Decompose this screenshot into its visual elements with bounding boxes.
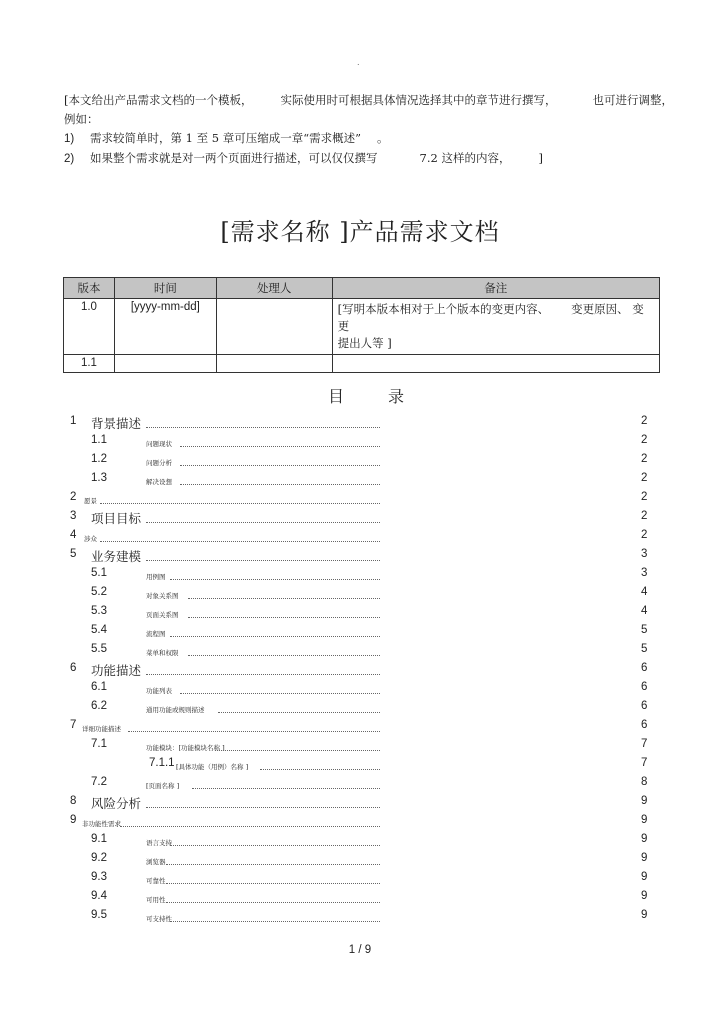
toc-entry-number: 6 — [70, 662, 77, 674]
notes-text: 提出人等 ] — [337, 336, 392, 350]
toc-dot-leader — [146, 674, 380, 675]
toc-entry-page: 2 — [641, 491, 648, 503]
toc-entry-title: 愿景 — [84, 497, 97, 505]
toc-entry-number: 1.2 — [91, 453, 107, 465]
cell-version: 1.1 — [64, 355, 115, 373]
toc-entry-page: 4 — [641, 605, 648, 617]
toc-dot-leader — [100, 541, 380, 542]
toc-dot-leader — [188, 598, 380, 599]
toc-entry[interactable] — [0, 509, 720, 528]
toc-entry-title: [具体功能（用例）名称 ] — [176, 763, 249, 771]
header-notes: 备注 — [332, 278, 659, 299]
toc-dot-leader — [166, 883, 380, 884]
notes-text: [写明本版本相对于上个版本的变更内容、 — [337, 302, 550, 316]
toc-dot-leader — [260, 769, 380, 770]
item-number: 1) — [64, 133, 75, 145]
toc-entry-title: 功能模块：[功能模块名称 ] — [146, 744, 225, 752]
toc-dot-leader — [188, 655, 380, 656]
toc-dot-leader — [215, 750, 380, 751]
toc-entry-number: 6.1 — [91, 681, 107, 693]
toc-entry[interactable] — [0, 623, 720, 642]
toc-entry-number: 2 — [70, 491, 77, 503]
toc-dot-leader — [166, 902, 380, 903]
toc-dot-leader — [180, 446, 380, 447]
toc-dot-leader — [180, 693, 380, 694]
toc-entry-number: 6.2 — [91, 700, 107, 712]
toc-entry-page: 8 — [641, 776, 648, 788]
toc-entry[interactable] — [0, 756, 720, 775]
toc-dot-leader — [146, 522, 380, 523]
toc-entry-page: 7 — [641, 738, 648, 750]
toc-entry-title: 问题现状 — [146, 440, 172, 448]
toc-entry[interactable] — [0, 452, 720, 471]
toc-entry-page: 6 — [641, 719, 648, 731]
toc-entry-title: 问题分析 — [146, 459, 172, 467]
toc-entry-number: 9 — [70, 814, 77, 826]
toc-entry[interactable] — [0, 433, 720, 452]
toc-entry[interactable] — [0, 699, 720, 718]
toc-entry-title: 可支持性 — [146, 915, 172, 923]
toc-entry[interactable] — [0, 889, 720, 908]
toc-entry-page: 2 — [641, 415, 648, 427]
toc-entry-page: 9 — [641, 909, 648, 921]
toc-dot-leader — [120, 826, 380, 827]
toc-dot-leader — [100, 503, 380, 504]
toc-entry-number: 3 — [70, 510, 77, 522]
toc-entry-title: 对象关系图 — [146, 592, 179, 600]
intro-text: ] — [538, 151, 543, 165]
toc-entry-title: 非功能性需求 — [82, 820, 121, 828]
toc-entry-page: 2 — [641, 529, 648, 541]
toc-entry-page: 2 — [641, 434, 648, 446]
toc-entry-title: 项目目标 — [91, 511, 142, 526]
intro-text: 1 至 5 章可压缩成一章“需求概述” — [185, 131, 362, 145]
toc-entry[interactable] — [0, 547, 720, 566]
toc-entry-title: 浏览器 — [146, 858, 166, 866]
toc-entry-page: 7 — [641, 757, 648, 769]
toc-entry[interactable] — [0, 718, 720, 737]
toc-entry-number: 9.2 — [91, 852, 107, 864]
toc-entry[interactable] — [0, 642, 720, 661]
toc-entry-page: 9 — [641, 890, 648, 902]
toc-entry-title: 解决设想 — [146, 478, 172, 486]
toc-entry-page: 9 — [641, 871, 648, 883]
toc-dot-leader — [188, 617, 380, 618]
toc-entry-title: 可靠性 — [146, 877, 166, 885]
toc-dot-leader — [128, 731, 380, 732]
intro-text: 。 — [377, 131, 389, 145]
toc-dot-leader — [192, 788, 380, 789]
toc-entry-page: 5 — [641, 643, 648, 655]
toc-entry-number: 1.1 — [91, 434, 107, 446]
cell-version: 1.0 — [64, 299, 115, 355]
intro-text: 实际使用时可根据具体情况选择其中的章节进行撰写， — [280, 93, 557, 107]
notes-text: 变更原因、 变更 — [337, 302, 644, 333]
toc-entry-title: 功能列表 — [146, 687, 172, 695]
toc-entry-title: 通用功能或规则描述 — [146, 706, 205, 714]
toc-entry-number: 7.2 — [91, 776, 107, 788]
header-time: 时间 — [114, 278, 216, 299]
toc-entry[interactable] — [0, 775, 720, 794]
toc-entry-title: 涉众 — [84, 535, 97, 543]
toc-entry-number: 1.3 — [91, 472, 107, 484]
toc-entry-number: 8 — [70, 795, 77, 807]
toc-entry-page: 9 — [641, 814, 648, 826]
toc-entry-number: 1 — [70, 415, 77, 427]
toc-entry-page: 6 — [641, 700, 648, 712]
page-indicator: 1 / 9 — [348, 944, 372, 956]
header-handler: 处理人 — [216, 278, 332, 299]
toc-entry-page: 4 — [641, 586, 648, 598]
toc-entry-page: 9 — [641, 795, 648, 807]
toc-entry-title: [页面名称 ] — [146, 782, 180, 790]
toc-entry-number: 7.1.1 — [149, 757, 175, 769]
toc-entry-page: 6 — [641, 662, 648, 674]
toc-entry[interactable] — [0, 661, 720, 680]
toc-entry[interactable] — [0, 566, 720, 585]
toc-heading: 目录 — [328, 387, 449, 406]
toc-dot-leader — [218, 712, 380, 713]
toc-entry-page: 2 — [641, 472, 648, 484]
toc-entry[interactable] — [0, 851, 720, 870]
toc-entry[interactable] — [0, 870, 720, 889]
toc-dot-leader — [170, 579, 380, 580]
toc-dot-leader — [180, 484, 380, 485]
toc-entry-number: 5.4 — [91, 624, 107, 636]
toc-entry-number: 9.5 — [91, 909, 107, 921]
toc-entry-title: 风险分析 — [91, 796, 142, 811]
toc-entry-title: 业务建模 — [91, 549, 142, 564]
toc-entry-number: 5.1 — [91, 567, 107, 579]
toc-entry-title: 菜单和权限 — [146, 649, 179, 657]
toc-entry-title: 可用性 — [146, 896, 166, 904]
item-number: 2) — [64, 153, 75, 165]
cell-time: [yyyy-mm-dd] — [114, 299, 216, 355]
toc-entry-page: 3 — [641, 567, 648, 579]
intro-text: 7.2 这样的内容， — [419, 151, 511, 165]
toc-entry-page: 9 — [641, 833, 648, 845]
toc-entry-page: 3 — [641, 548, 648, 560]
intro-text: 需求较简单时，第 — [90, 131, 182, 145]
toc-entry-number: 5.5 — [91, 643, 107, 655]
toc-dot-leader — [166, 864, 380, 865]
toc-entry[interactable] — [0, 680, 720, 699]
toc-entry[interactable] — [0, 737, 720, 756]
toc-entry-number: 9.1 — [91, 833, 107, 845]
top-dot-mark: . — [357, 58, 360, 67]
toc-entry-number: 5.3 — [91, 605, 107, 617]
toc-dot-leader — [170, 845, 380, 846]
toc-entry-page: 2 — [641, 453, 648, 465]
toc-entry-number: 5 — [70, 548, 77, 560]
toc-entry-number: 9.4 — [91, 890, 107, 902]
toc-dot-leader — [146, 807, 380, 808]
toc-entry-title: 功能描述 — [91, 663, 142, 678]
toc-entry-page: 9 — [641, 852, 648, 864]
toc-dot-leader — [170, 921, 380, 922]
intro-text: 也可进行调整， — [592, 93, 673, 107]
toc-entry[interactable] — [0, 471, 720, 490]
toc-entry[interactable] — [0, 585, 720, 604]
document-title: [需求名称 ]产品需求文档 — [220, 218, 500, 246]
toc-entry-title: 页面关系图 — [146, 611, 179, 619]
toc-dot-leader — [146, 427, 380, 428]
toc-entry[interactable] — [0, 908, 720, 927]
toc-entry-number: 5.2 — [91, 586, 107, 598]
toc-entry-number: 7 — [70, 719, 77, 731]
intro-text: [本文给出产品需求文档的一个模板， — [64, 93, 253, 107]
intro-text: 例如： — [64, 112, 99, 126]
toc-entry[interactable] — [0, 528, 720, 547]
toc-dot-leader — [180, 465, 380, 466]
toc-entry-title: 语言支持 — [146, 839, 172, 847]
toc-entry-title: 背景描述 — [91, 416, 142, 431]
toc-entry[interactable] — [0, 794, 720, 813]
toc-dot-leader — [146, 560, 380, 561]
toc-entry-page: 6 — [641, 681, 648, 693]
toc-entry-number: 9.3 — [91, 871, 107, 883]
toc-entry-number: 7.1 — [91, 738, 107, 750]
toc-entry[interactable] — [0, 832, 720, 851]
toc-entry[interactable] — [0, 604, 720, 623]
toc-dot-leader — [170, 636, 380, 637]
toc-entry-page: 5 — [641, 624, 648, 636]
toc-entry-title: 详细功能描述 — [82, 725, 121, 733]
toc-entry-page: 2 — [641, 510, 648, 522]
toc-entry[interactable] — [0, 414, 720, 433]
toc-entry[interactable] — [0, 490, 720, 509]
toc-entry[interactable] — [0, 813, 720, 832]
toc-entry-title: 用例图 — [146, 573, 166, 581]
toc-entry-number: 4 — [70, 529, 77, 541]
intro-text: 如果整个需求就是对一两个页面进行描述，可以仅仅撰写 — [90, 151, 378, 165]
header-version: 版本 — [64, 278, 115, 299]
toc-entry-title: 流程图 — [146, 630, 166, 638]
